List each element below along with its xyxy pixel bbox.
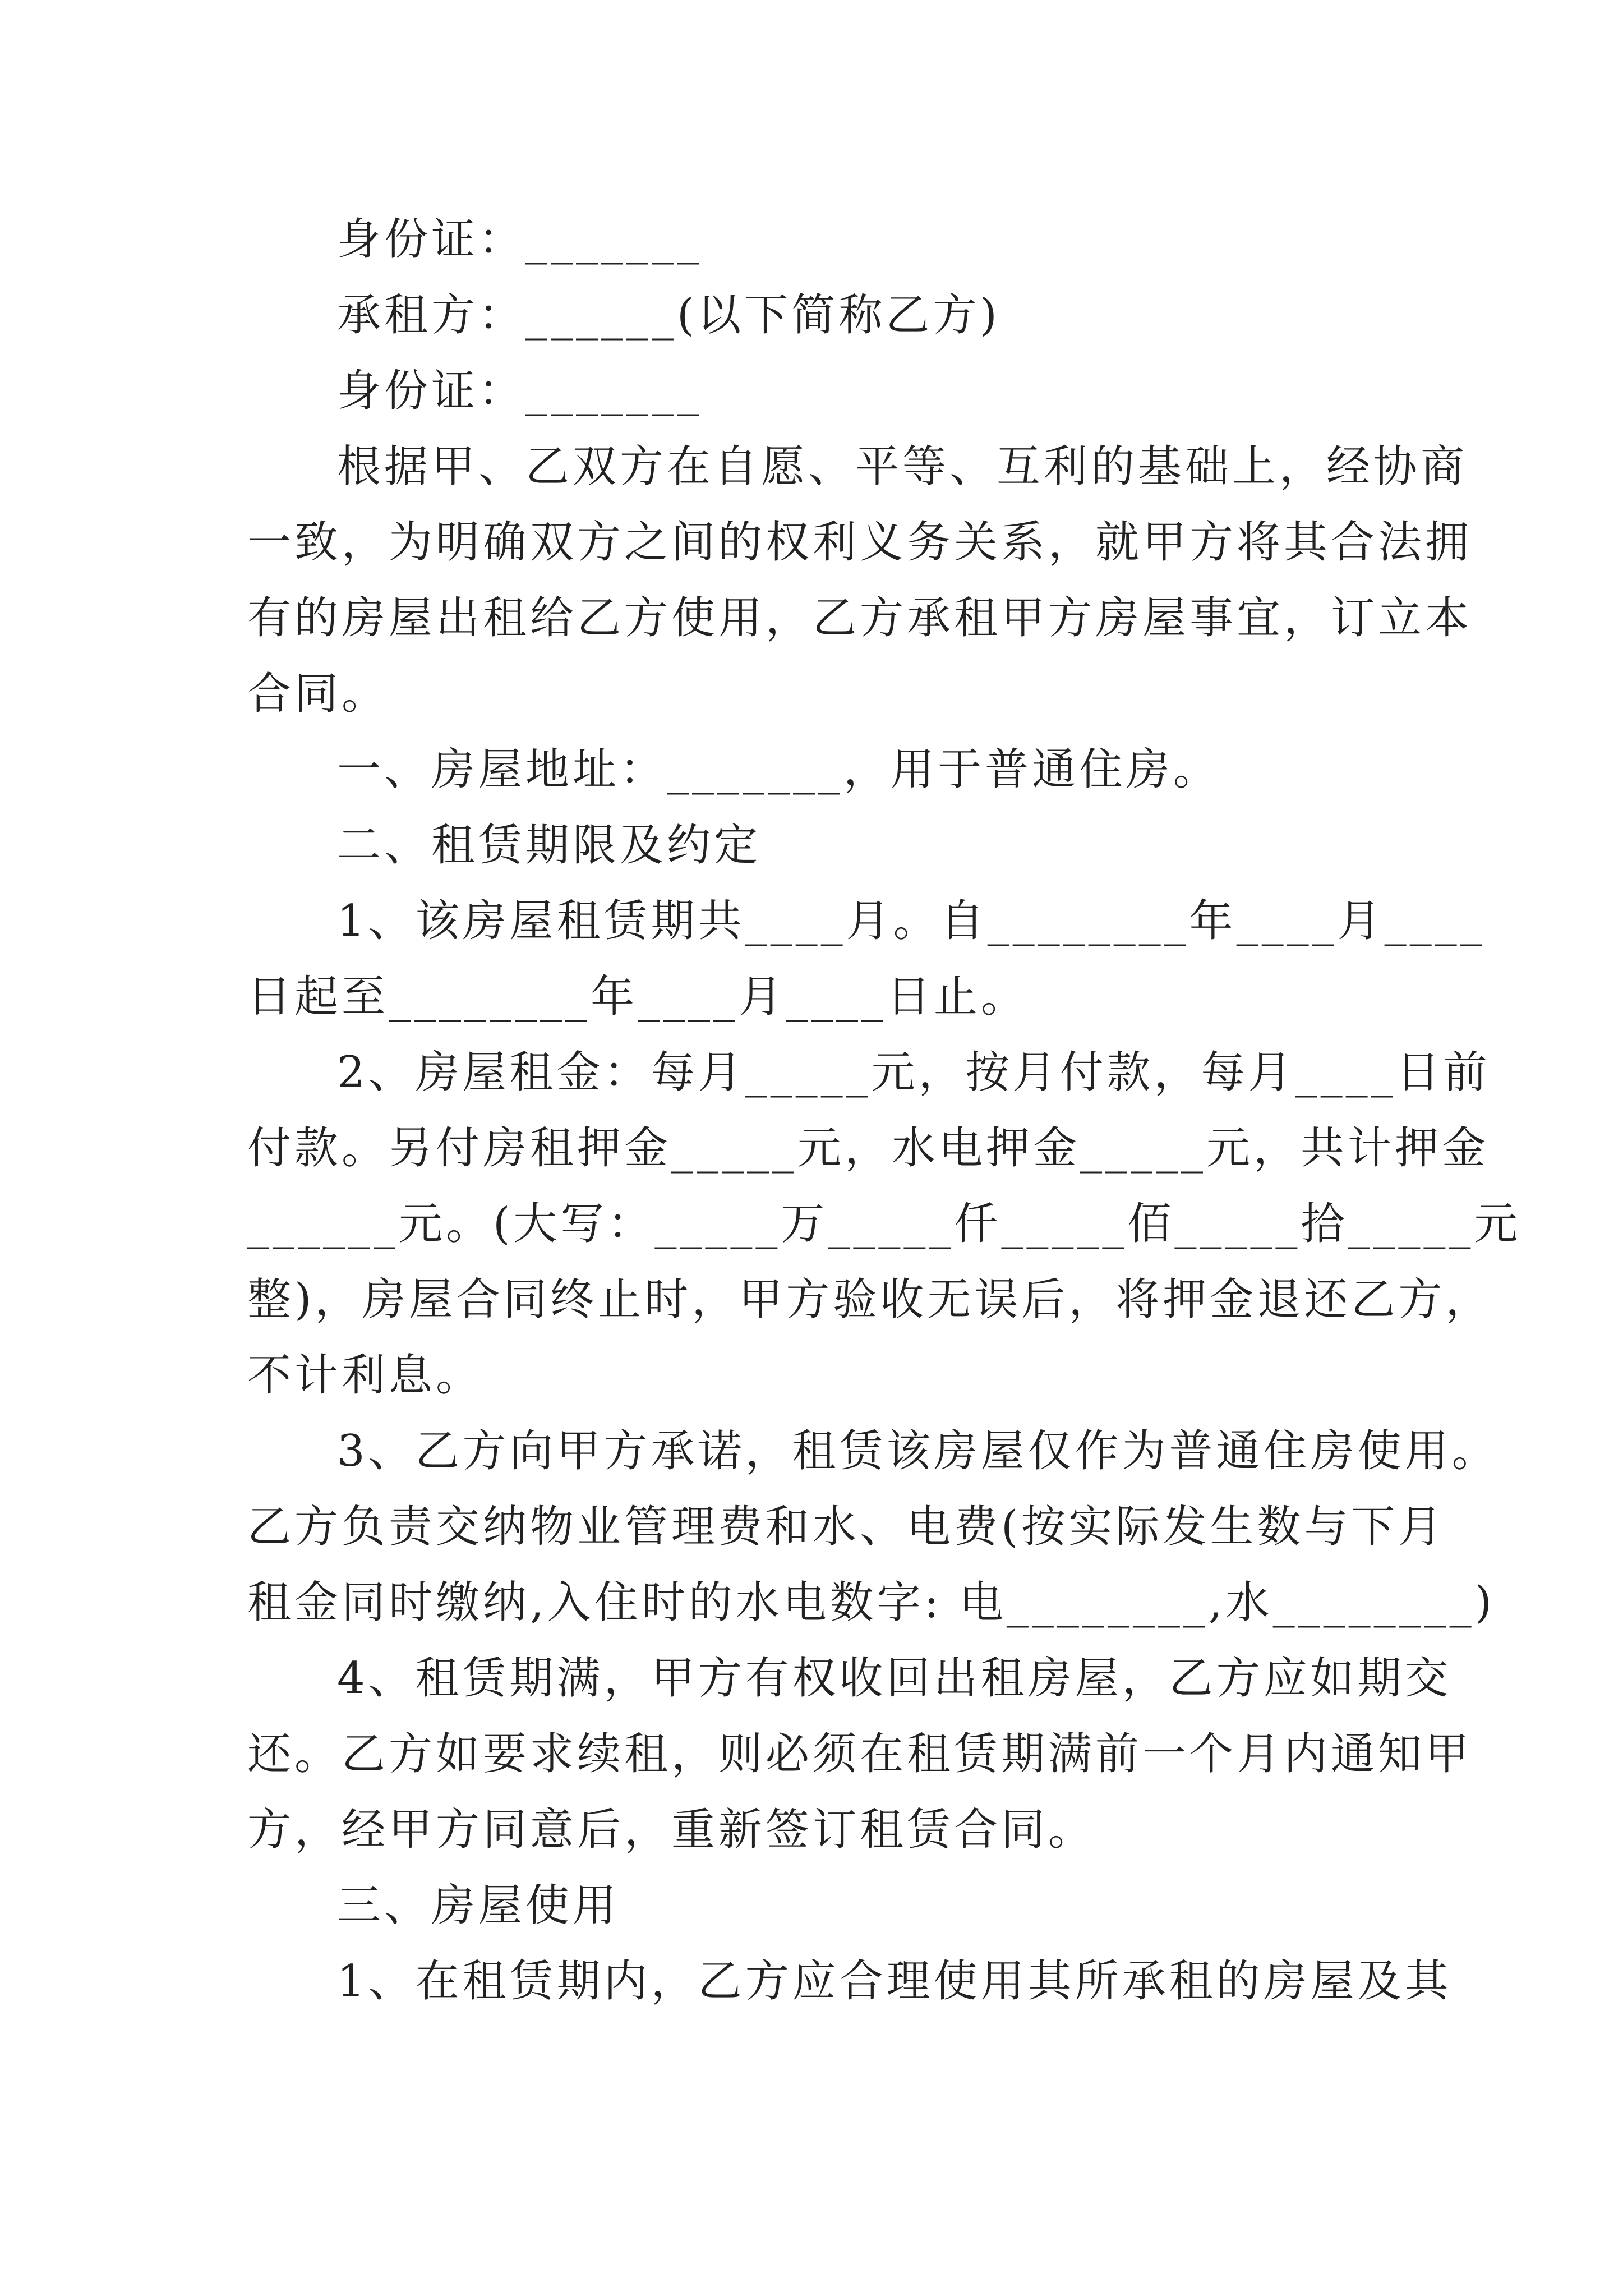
clause-2-4-line-3: 方，经甲方同意后，重新签订租赁合同。	[247, 1805, 1096, 1855]
clause-3-1-line-1: 1、在租赁期内，乙方应合理使用其所承租的房屋及其	[337, 1956, 1452, 2007]
intro-paragraph-line-3: 有的房屋出租给乙方使用，乙方承租甲方房屋事宜，订立本	[247, 593, 1473, 643]
intro-paragraph-line-2: 一致，为明确双方之间的权利义务关系，就甲方将其合法拥	[247, 517, 1473, 568]
clause-2-3-line-2: 乙方负责交纳物业管理费和水、电费(按实际发生数与下月	[247, 1502, 1446, 1552]
clause-2-3-line-3: 租金同时缴纳,入住时的水电数字: 电________,水________)	[247, 1577, 1496, 1628]
clause-2-2-line-1: 2、房屋租金：每月_____元，按月付款，每月____日前	[337, 1047, 1491, 1098]
clause-2-2-line-3: ______元。(大写：_____万_____仟_____佰_____拾_____元	[247, 1199, 1521, 1249]
clause-2-2-line-4: 整)，房屋合同终止时，甲方验收无误后，将押金退还乙方，	[247, 1274, 1493, 1325]
section-2-heading: 二、租赁期限及约定	[337, 820, 762, 871]
section-1-address: 一、房屋地址：_______，用于普通住房。	[337, 744, 1221, 795]
clause-2-1-line-1: 1、该房屋租赁期共____月。自________年____月____	[337, 896, 1486, 946]
clause-2-2-line-2: 付款。另付房租押金_____元，水电押金_____元，共计押金	[247, 1123, 1490, 1174]
clause-2-1-line-2: 日起至________年____月____日止。	[247, 972, 1029, 1022]
contract-body	[247, 202, 1521, 2019]
lessee-line: 承租方：______(以下简称乙方)	[337, 290, 1000, 341]
id-card-line-1: 身份证：_______	[337, 214, 703, 265]
section-3-heading: 三、房屋使用	[337, 1880, 620, 1931]
intro-paragraph-line-1: 根据甲、乙双方在自愿、平等、互利的基础上，经协商	[337, 441, 1468, 492]
clause-2-4-line-1: 4、租赁期满，甲方有权收回出租房屋，乙方应如期交	[337, 1653, 1452, 1704]
clause-2-3-line-1: 3、乙方向甲方承诺，租赁该房屋仅作为普通住房使用。	[337, 1426, 1499, 1476]
intro-paragraph-line-4: 合同。	[247, 669, 389, 719]
clause-2-2-line-5: 不计利息。	[247, 1350, 483, 1401]
id-card-line-2: 身份证：_______	[337, 366, 703, 416]
clause-2-4-line-2: 还。乙方如要求续租，则必须在租赁期满前一个月内通知甲	[247, 1729, 1473, 1779]
